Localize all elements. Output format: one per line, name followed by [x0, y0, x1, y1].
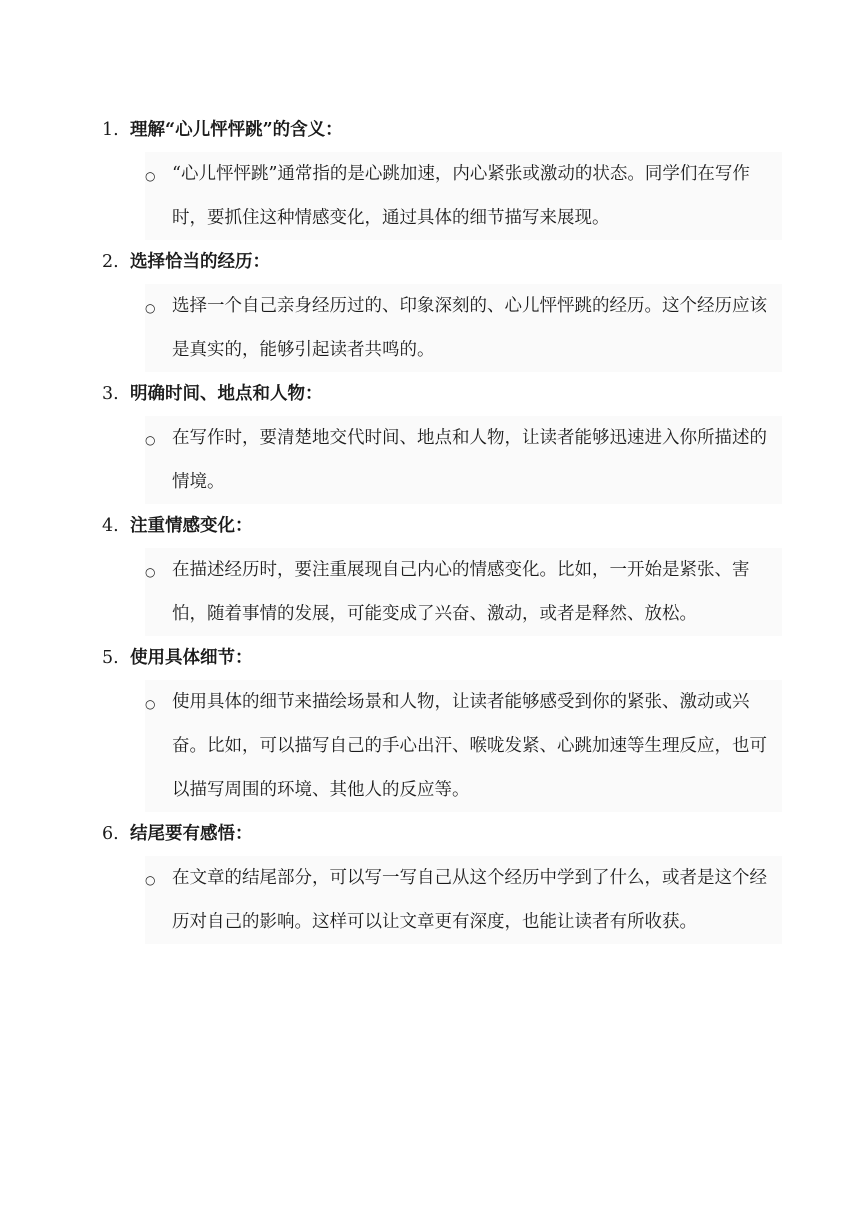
circle-bullet-icon: ○ — [145, 873, 156, 887]
tip-title: 选择恰当的经历： — [130, 252, 270, 272]
tip-number: 5. — [102, 648, 119, 668]
tip-title: 结尾要有感悟： — [130, 824, 253, 844]
tip-detail — [145, 548, 782, 636]
tip-title: 明确时间、地点和人物： — [130, 384, 323, 404]
tip-item-3 — [0, 372, 860, 504]
tip-number: 2. — [102, 252, 119, 272]
tip-detail — [145, 416, 782, 504]
tip-item-4 — [0, 504, 860, 636]
tip-heading — [0, 372, 860, 416]
tip-number: 6. — [102, 824, 119, 844]
tip-number: 4. — [102, 516, 119, 536]
writing-tips-document — [0, 108, 860, 944]
circle-bullet-icon: ○ — [145, 169, 156, 183]
tip-item-5 — [0, 636, 860, 812]
tip-heading — [0, 240, 860, 284]
tip-detail-text: 在描述经历时，要注重展现自己内心的情感变化。比如，一开始是紧张、害怕，随着事情的发展，可能变成了兴奋、激动，或者是释然、放松。 — [172, 560, 750, 624]
tip-title: 注重情感变化： — [130, 516, 253, 536]
tip-detail — [145, 152, 782, 240]
tip-detail — [145, 856, 782, 944]
tip-item-1 — [0, 108, 860, 240]
circle-bullet-icon: ○ — [145, 697, 156, 711]
tip-detail-text: “心儿怦怦跳”通常指的是心跳加速，内心紧张或激动的状态。同学们在写作时，要抓住这种情感变化，通过具体的细节描写来展现。 — [172, 164, 750, 228]
tip-heading — [0, 108, 860, 152]
tip-detail-text: 使用具体的细节来描绘场景和人物，让读者能够感受到你的紧张、激动或兴奋。比如，可以描写自己的手心出汗、喉咙发紧、心跳加速等生理反应，也可以描写周围的环境、其他人的反应等。 — [172, 692, 767, 800]
tip-detail-text: 在文章的结尾部分，可以写一写自己从这个经历中学到了什么，或者是这个经历对自己的影响。这样可以让文章更有深度，也能让读者有所收获。 — [172, 868, 767, 932]
tip-number: 1. — [102, 120, 119, 140]
circle-bullet-icon: ○ — [145, 565, 156, 579]
tip-title: 使用具体细节： — [130, 648, 253, 668]
tip-heading — [0, 812, 860, 856]
tip-heading — [0, 636, 860, 680]
tip-heading — [0, 504, 860, 548]
circle-bullet-icon: ○ — [145, 301, 156, 315]
tip-title: 理解“心儿怦怦跳”的含义： — [130, 120, 343, 140]
tip-detail-text: 选择一个自己亲身经历过的、印象深刻的、心儿怦怦跳的经历。这个经历应该是真实的，能够引起读者共鸣的。 — [172, 296, 767, 360]
tip-item-6 — [0, 812, 860, 944]
tip-detail — [145, 284, 782, 372]
tip-detail — [145, 680, 782, 812]
tip-item-2 — [0, 240, 860, 372]
circle-bullet-icon: ○ — [145, 433, 156, 447]
tip-detail-text: 在写作时，要清楚地交代时间、地点和人物，让读者能够迅速进入你所描述的情境。 — [172, 428, 767, 492]
tip-number: 3. — [102, 384, 119, 404]
